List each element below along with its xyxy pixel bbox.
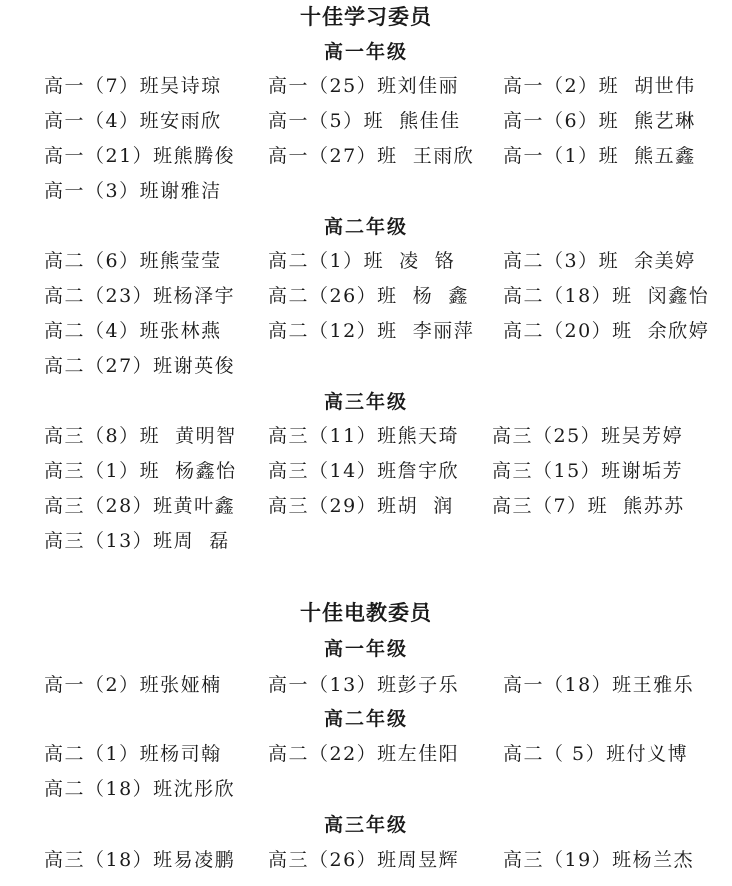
entry: 高二（23）班杨泽宇 <box>44 285 236 307</box>
entry: 高三（26）班周昱辉 <box>268 849 460 871</box>
entry: 高一（3）班谢雅洁 <box>44 180 222 202</box>
entry: 高一（13）班彭子乐 <box>268 674 460 696</box>
entry: 高三（7）班 熊苏苏 <box>492 495 685 517</box>
entry: 高二（3）班 余美婷 <box>503 250 696 272</box>
section-title-av: 十佳电教委员 <box>300 601 432 625</box>
entry: 高三（19）班杨兰杰 <box>503 849 695 871</box>
entry: 高一（5）班 熊佳佳 <box>268 110 461 132</box>
entry: 高三（25）班吴芳婷 <box>492 425 684 447</box>
entry: 高三（28）班黄叶鑫 <box>44 495 236 517</box>
entry: 高二（27）班谢英俊 <box>44 355 236 377</box>
entry: 高三（11）班熊天琦 <box>268 425 460 447</box>
entry: 高二（20）班 余欣婷 <box>503 320 710 342</box>
entry: 高三（13）班周 磊 <box>44 530 230 552</box>
entry: 高二（1）班杨司翰 <box>44 743 222 765</box>
entry: 高二（26）班 杨 鑫 <box>268 285 469 307</box>
entry: 高三（15）班谢垢芳 <box>492 460 684 482</box>
section-title-study: 十佳学习委员 <box>300 5 432 29</box>
entry: 高二（4）班张林燕 <box>44 320 222 342</box>
entry: 高二（6）班熊莹莹 <box>44 250 222 272</box>
entry: 高一（18）班王雅乐 <box>503 674 695 696</box>
entry: 高一（2）班张娅楠 <box>44 674 222 696</box>
grade-heading-g2: 高二年级 <box>323 216 408 238</box>
entry: 高二（ 5）班付义博 <box>503 743 689 765</box>
entry: 高一（21）班熊腾俊 <box>44 145 236 167</box>
entry: 高一（2）班 胡世伟 <box>503 75 696 97</box>
entry: 高三（8）班 黄明智 <box>44 425 237 447</box>
grade-heading-g3: 高三年级 <box>323 814 408 836</box>
entry: 高一（6）班 熊艺琳 <box>503 110 696 132</box>
entry: 高二（1）班 凌 铬 <box>268 250 456 272</box>
entry: 高二（22）班左佳阳 <box>268 743 460 765</box>
entry: 高二（18）班沈彤欣 <box>44 778 236 800</box>
entry: 高一（27）班 王雨欣 <box>268 145 475 167</box>
grade-heading-g2: 高二年级 <box>323 708 408 730</box>
entry: 高二（18）班 闵鑫怡 <box>503 285 710 307</box>
entry: 高一（7）班吴诗琼 <box>44 75 222 97</box>
entry: 高三（29）班胡 润 <box>268 495 454 517</box>
entry: 高一（4）班安雨欣 <box>44 110 222 132</box>
entry: 高三（1）班 杨鑫怡 <box>44 460 237 482</box>
grade-heading-g3: 高三年级 <box>323 391 408 413</box>
grade-heading-g1: 高一年级 <box>323 41 408 63</box>
entry: 高一（1）班 熊五鑫 <box>503 145 696 167</box>
entry: 高三（18）班易凌鹏 <box>44 849 236 871</box>
entry: 高三（14）班詹宇欣 <box>268 460 460 482</box>
entry: 高一（25）班刘佳丽 <box>268 75 460 97</box>
entry: 高二（12）班 李丽萍 <box>268 320 475 342</box>
grade-heading-g1: 高一年级 <box>323 638 408 660</box>
